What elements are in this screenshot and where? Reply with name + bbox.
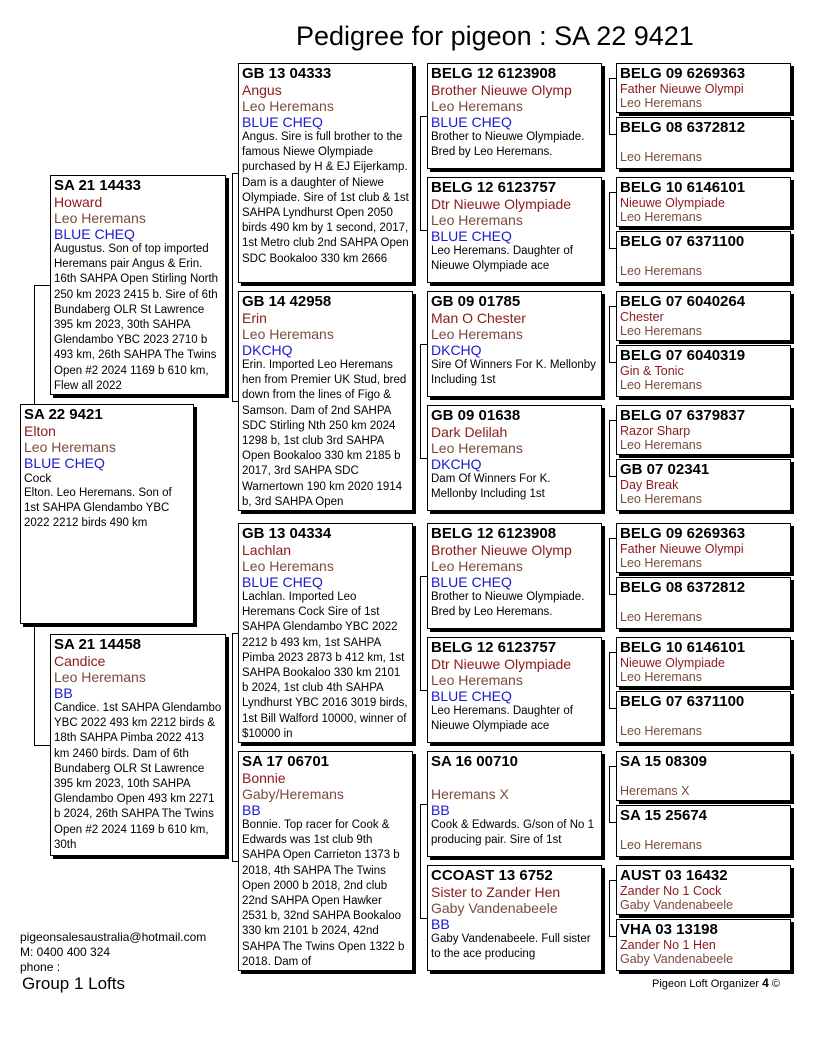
notes: Augustus. Son of top imported Heremans pair Angus & Erin. 16th SAHPA Open Stirling North 250 km 2023 2415 b. Sire of 6th Bundaberg OLR St Lawrence 395 km 2023, 30th SAHPA Glendambo YBC 2023 2710 b 493 km, 26th SAHPA The Twins Open #2 2024 1169 b 610 km, Flew all 2022	[54, 243, 219, 392]
pigeon-name: Father Nieuwe Olympi	[620, 542, 744, 556]
connector-line	[609, 766, 616, 767]
great-grandparent-card[interactable]	[427, 751, 602, 857]
ring-number: BELG 07 6371100	[620, 233, 745, 250]
gen4-card[interactable]	[616, 919, 791, 971]
connector-line	[420, 116, 427, 117]
pigeon-name: Angus	[242, 82, 282, 98]
breeder: Leo Heremans	[242, 558, 334, 574]
breeder: Leo Heremans	[54, 669, 146, 685]
breeder: Leo Heremans	[620, 324, 702, 338]
breeder: Leo Heremans	[620, 96, 702, 110]
gen4-card[interactable]	[616, 177, 791, 227]
breeder: Gaby Vandenabeele	[620, 898, 734, 912]
connector-line	[420, 344, 427, 345]
gen4-card[interactable]	[616, 405, 791, 455]
notes: Leo Heremans. Daughter of Nieuwe Olympiade ace	[431, 705, 573, 733]
ring-number: SA 15 25674	[620, 807, 708, 824]
ring-number: BELG 12 6123757	[431, 179, 557, 196]
connector-line	[420, 344, 421, 458]
pigeon-name: Lachlan	[242, 542, 292, 558]
breeder: Leo Heremans	[620, 838, 702, 852]
pigeon-name: Day Break	[620, 478, 679, 492]
pigeon-name: Dtr Nieuwe Olympiade	[431, 196, 572, 212]
pigeon-name: Bonnie	[242, 770, 286, 786]
color: DKCHQ	[431, 342, 482, 358]
pigeon-name: Father Nieuwe Olympi	[620, 82, 744, 96]
ring-number: BELG 12 6123908	[431, 525, 557, 542]
color: BLUE CHEQ	[54, 226, 135, 242]
breeder: Leo Heremans	[620, 264, 702, 278]
connector-line	[609, 880, 616, 881]
color: BB	[431, 916, 450, 932]
connector-line	[609, 652, 610, 708]
pigeon-name	[620, 770, 787, 784]
software-version: 4	[762, 976, 769, 990]
gen4-card[interactable]	[616, 691, 791, 743]
granddam-paternal-card[interactable]	[238, 291, 413, 511]
ring-number: GB 09 01785	[431, 293, 521, 310]
connector-line	[609, 766, 610, 822]
pigeon-name	[620, 710, 787, 724]
color: BLUE CHEQ	[242, 574, 323, 590]
subject-card[interactable]	[20, 404, 194, 624]
pigeon-name: Brother Nieuwe Olymp	[431, 82, 572, 98]
connector-line	[420, 576, 421, 690]
connector-line	[34, 624, 35, 746]
pigeon-name: Sister to Zander Hen	[431, 884, 561, 900]
pigeon-name: Zander No 1 Cock	[620, 884, 722, 898]
breeder: Leo Heremans	[620, 670, 702, 684]
breeder: Gaby Vandenabeele	[620, 952, 734, 966]
pigeon-name	[620, 250, 787, 264]
connector-line	[420, 230, 427, 231]
connector-line	[609, 192, 616, 193]
ring-number: GB 09 01638	[431, 407, 521, 424]
ring-number: BELG 07 6040264	[620, 293, 746, 310]
sire-card[interactable]	[50, 175, 226, 395]
breeder: Gaby/Heremans	[242, 786, 344, 802]
connector-line	[34, 285, 35, 405]
breeder: Leo Heremans	[242, 98, 334, 114]
ring-number: SA 17 06701	[242, 753, 330, 770]
pigeon-name: Dtr Nieuwe Olympiade	[431, 656, 572, 672]
connector-line	[609, 192, 610, 248]
breeder: Leo Heremans	[431, 440, 523, 456]
color: DKCHQ	[431, 456, 482, 472]
gen4-card[interactable]	[616, 345, 791, 397]
pigeon-name	[620, 824, 787, 838]
pigeon-name: Gin & Tonic	[620, 364, 684, 378]
contact-phone: phone :	[20, 960, 61, 974]
breeder: Leo Heremans	[431, 212, 523, 228]
gen4-card[interactable]	[616, 637, 791, 687]
breeder: Leo Heremans	[620, 610, 702, 624]
color: BLUE CHEQ	[242, 114, 323, 130]
notes: Cook & Edwards. G/son of No 1 producing pair. Sire of 1st	[431, 819, 594, 847]
gen4-card[interactable]	[616, 63, 791, 113]
ring-number: BELG 07 6371100	[620, 693, 745, 710]
notes: Lachlan. Imported Leo Heremans Cock Sire of 1st SAHPA Glendambo YBC 2022 2212 b 493 km, 1st SAHPA Pimba 2023 2873 b 412 km, 1st SAHPA Bookaloo 330 km 2101 b 2024, 1st club 4th SAHPA Lyndhurst YBC 2016 3019 birds, 1st Bill Walford 10000, winner of $10000 in	[242, 591, 408, 740]
sex: Cock	[24, 471, 52, 485]
color: BB	[54, 685, 73, 701]
gen4-card[interactable]	[616, 577, 791, 629]
breeder: Leo Heremans	[242, 326, 334, 342]
connector-line	[609, 78, 616, 79]
pigeon-name: Nieuwe Olympiade	[620, 656, 725, 670]
connector-line	[420, 576, 427, 577]
ring-number: BELG 07 6379837	[620, 407, 746, 424]
great-grandparent-card[interactable]	[427, 405, 602, 511]
ring-number: BELG 10 6146101	[620, 639, 746, 656]
breeder: Gaby Vandenabeele	[431, 900, 558, 916]
gen4-card[interactable]	[616, 805, 791, 857]
ring-number: BELG 08 6372812	[620, 579, 746, 596]
connector-line	[609, 708, 616, 709]
connector-line	[232, 633, 233, 861]
pigeon-name	[620, 596, 787, 610]
ring-number: SA 21 14458	[54, 636, 142, 653]
breeder: Leo Heremans	[620, 556, 702, 570]
connector-line	[609, 306, 616, 307]
pigeon-name: Man O Chester	[431, 310, 526, 326]
color: BLUE CHEQ	[24, 455, 105, 471]
ring-number: BELG 12 6123908	[431, 65, 557, 82]
notes: Elton. Leo Heremans. Son of 1st SAHPA Glendambo YBC 2022 2212 birds 490 km	[24, 487, 172, 530]
connector-line	[609, 420, 616, 421]
connector-line	[420, 918, 427, 919]
notes: Brother to Nieuwe Olympiade. Bred by Leo Heremans.	[431, 131, 585, 159]
notes: Bonnie. Top racer for Cook & Edwards was 1st club 9th SAHPA Open Carrieton 1373 b 2018, 4th SAHPA The Twins Open 2000 b 2018, 2nd club 22nd SAHPA Open Hawker 2531 b, 32nd SAHPA Bookaloo 330 km 2101 b 2024, 42nd SAHPA The Twins Open 1322 b 2018. Dam of	[242, 819, 405, 968]
connector-line	[609, 306, 610, 362]
breeder: Leo Heremans	[620, 438, 702, 452]
pigeon-name: Zander No 1 Hen	[620, 938, 716, 952]
pigeon-name: Candice	[54, 653, 106, 669]
pigeon-name: Chester	[620, 310, 664, 324]
ring-number: GB 07 02341	[620, 461, 710, 478]
connector-line	[609, 248, 616, 249]
connector-line	[420, 116, 421, 230]
great-grandparent-card[interactable]	[427, 177, 602, 283]
connector-line	[609, 652, 616, 653]
ring-number: BELG 08 6372812	[620, 119, 746, 136]
ring-number: BELG 09 6269363	[620, 525, 746, 542]
connector-line	[34, 285, 50, 286]
connector-line	[609, 362, 616, 363]
breeder: Leo Heremans	[24, 439, 116, 455]
gen4-card[interactable]	[616, 231, 791, 283]
color: BB	[431, 802, 450, 818]
breeder: Leo Heremans	[620, 492, 702, 506]
pigeon-name: Brother Nieuwe Olymp	[431, 542, 572, 558]
breeder: Leo Heremans	[54, 210, 146, 226]
ring-number: GB 13 04333	[242, 65, 332, 82]
connector-line	[609, 822, 616, 823]
contact-mobile: M: 0400 400 324	[20, 945, 111, 959]
connector-line	[609, 134, 616, 135]
great-grandparent-card[interactable]	[427, 865, 602, 971]
color: BLUE CHEQ	[431, 228, 512, 244]
granddam-maternal-card[interactable]	[238, 751, 413, 971]
connector-line	[609, 78, 610, 134]
loft-name: Group 1 Lofts	[22, 974, 126, 993]
gen4-card[interactable]	[616, 117, 791, 169]
pigeon-name: Nieuwe Olympiade	[620, 196, 725, 210]
pigeon-name: Razor Sharp	[620, 424, 691, 438]
software-credit	[652, 976, 780, 991]
ring-number: AUST 03 16432	[620, 867, 728, 884]
notes: Brother to Nieuwe Olympiade. Bred by Leo Heremans.	[431, 591, 585, 619]
grandsire-paternal-card[interactable]	[238, 63, 413, 283]
software-name: Pigeon Loft Organizer	[652, 978, 760, 990]
gen4-card[interactable]	[616, 291, 791, 341]
contact-email[interactable]: pigeonsalesaustralia@hotmail.com	[20, 930, 207, 944]
great-grandparent-card[interactable]	[427, 63, 602, 169]
color: BB	[242, 802, 261, 818]
great-grandparent-card[interactable]	[427, 523, 602, 629]
ring-number: CCOAST 13 6752	[431, 867, 553, 884]
breeder: Heremans X	[620, 784, 690, 798]
ring-number: GB 14 42958	[242, 293, 332, 310]
copyright-symbol: ©	[771, 978, 780, 990]
pigeon-name: Elton	[24, 423, 56, 439]
connector-line	[609, 880, 610, 936]
ring-number: GB 13 04334	[242, 525, 332, 542]
connector-line	[609, 476, 616, 477]
color: BLUE CHEQ	[431, 114, 512, 130]
connector-line	[232, 173, 233, 401]
breeder: Leo Heremans	[620, 378, 702, 392]
breeder: Leo Heremans	[431, 98, 523, 114]
ring-number: SA 15 08309	[620, 753, 708, 770]
dam-card[interactable]	[50, 634, 226, 856]
breeder: Heremans X	[431, 786, 509, 802]
pigeon-name: Erin	[242, 310, 267, 326]
breeder: Leo Heremans	[431, 558, 523, 574]
ring-number: SA 22 9421	[24, 406, 103, 423]
notes: Angus. Sire is full brother to the famous Niewe Olympiade purchased by H & EJ Eijerkamp. Dam is a daughter of Niewe Olympiade. Sire of 1st club & 1st SAHPA Lyndhurst Open 2050 birds 490 km by 1 second, 2017, 1st Metro club 2nd SAHPA Open SDC Bookaloo 330 km 2666	[242, 131, 409, 265]
connector-line	[420, 804, 427, 805]
pigeon-name: Dark Delilah	[431, 424, 508, 440]
color: DKCHQ	[242, 342, 293, 358]
great-grandparent-card[interactable]	[427, 637, 602, 743]
notes: Leo Heremans. Daughter of Nieuwe Olympiade ace	[431, 245, 573, 273]
page-title: Pedigree for pigeon : SA 22 9421	[296, 21, 694, 51]
gen4-card[interactable]	[616, 865, 791, 915]
pigeon-name	[431, 770, 598, 786]
notes: Gaby Vandenabeele. Full sister to the ace producing	[431, 933, 591, 961]
notes: Sire Of Winners For K. Mellonby Including 1st	[431, 359, 596, 387]
ring-number: SA 21 14433	[54, 177, 142, 194]
gen4-card[interactable]	[616, 523, 791, 573]
connector-line	[609, 538, 616, 539]
ring-number: BELG 07 6040319	[620, 347, 746, 364]
breeder: Leo Heremans	[620, 210, 702, 224]
notes: Dam Of Winners For K. Mellonby Including 1st	[431, 473, 551, 501]
ring-number: SA 16 00710	[431, 753, 519, 770]
notes: Erin. Imported Leo Heremans hen from Premier UK Stud, bred down from the lines of Figo & Samson. Dam of 2nd SAHPA SDC Stirling Nth 250 km 2024 1298 b, 1st club 3rd SAHPA Open Bookaloo 330 km 2185 b 2017, 3rd SAHPA SDC Warnertown 190 km 2020 1914 b, 3rd SAHPA Open	[242, 359, 407, 508]
grandsire-maternal-card[interactable]	[238, 523, 413, 743]
great-grandparent-card[interactable]	[427, 291, 602, 397]
ring-number: BELG 12 6123757	[431, 639, 557, 656]
connector-line	[609, 420, 610, 476]
breeder: Leo Heremans	[620, 724, 702, 738]
connector-line	[609, 594, 616, 595]
connector-line	[420, 804, 421, 918]
color: BLUE CHEQ	[431, 574, 512, 590]
notes: Candice. 1st SAHPA Glendambo YBC 2022 493 km 2212 birds & 18th SAHPA Pimba 2022 413 km 2460 birds. Dam of 6th Bundaberg OLR St Lawrence 395 km 2023, 10th SAHPA Glendambo Open 493 km 2271 b 2024, 26th SAHPA The Twins Open #2 2024 1169 b 610 km, 30th	[54, 702, 222, 851]
connector-line	[420, 458, 427, 459]
connector-line	[609, 936, 616, 937]
connector-line	[609, 538, 610, 594]
gen4-card[interactable]	[616, 459, 791, 511]
pigeon-name	[620, 136, 787, 150]
connector-line	[34, 745, 50, 746]
gen4-card[interactable]	[616, 751, 791, 801]
ring-number: BELG 09 6269363	[620, 65, 746, 82]
ring-number: VHA 03 13198	[620, 921, 718, 938]
ring-number: BELG 10 6146101	[620, 179, 746, 196]
color: BLUE CHEQ	[431, 688, 512, 704]
pigeon-name: Howard	[54, 194, 103, 210]
breeder: Leo Heremans	[620, 150, 702, 164]
breeder: Leo Heremans	[431, 672, 523, 688]
connector-line	[420, 690, 427, 691]
breeder: Leo Heremans	[431, 326, 523, 342]
